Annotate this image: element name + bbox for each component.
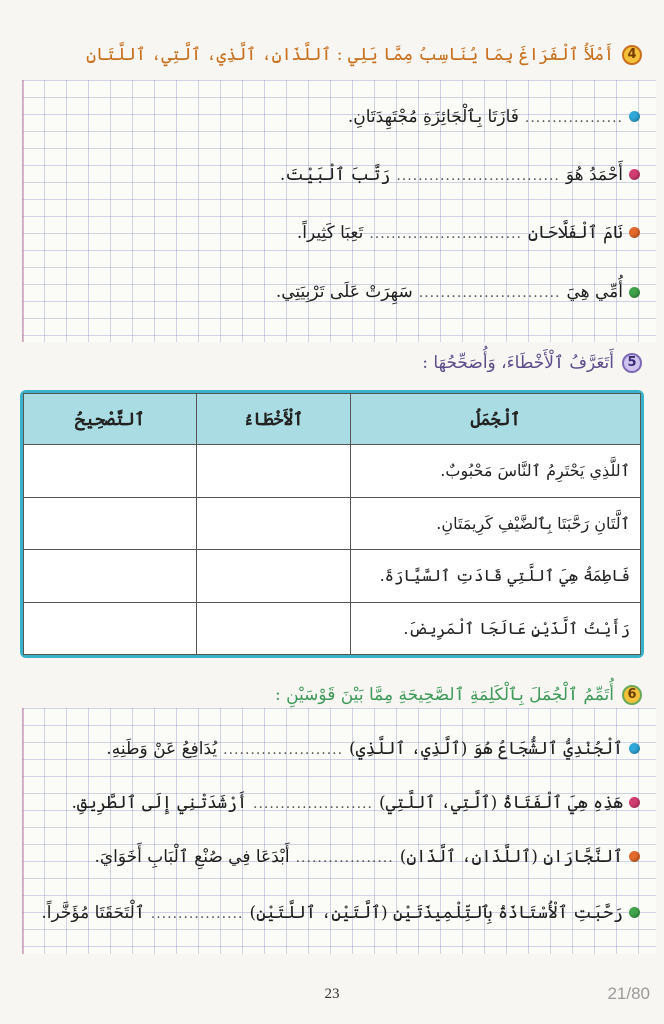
correction-cell[interactable] [24,445,197,498]
instruction-text: أَتَعَرَّفُ ٱلْأَخْطَاءَ، وَأُصَحِّحُهَا : [422,353,614,373]
exercise6-row-3 [94,846,640,867]
correction-cell[interactable] [24,602,197,655]
exercise6-row-2 [71,792,640,813]
sentence-end: ٱلْتَحَقَتَا مُؤَخَّراً. [41,903,145,923]
corrections-table [20,390,644,658]
page-number: 23 [324,986,340,1002]
blank-line[interactable]: ................. [150,906,244,922]
page-counter: 21/80 [607,984,650,1003]
header-sentences: ٱلْجُمَلُ [351,394,641,445]
blank-line[interactable]: .................. [295,850,394,866]
sentence-end: أَبْدَعَا فِي صُنْعِ ٱلْبَابِ أَخَوَايَ. [94,847,290,867]
sentence-end: أَرْشَدَتْنِي إِلَى ٱلطَّرِيقِ. [71,793,248,813]
sentence-start: أُمِّي هِيَ [566,282,623,302]
grid-margin-line [22,708,24,954]
sentence-start: رَحَّبَتِ ٱلْأُسْتَاذَةُ بِٱلتِّلْمِيذَتَيْنِ (ٱلَّتَيْنِ، ٱللَّتَيْنِ) [249,903,623,923]
sentence-end: يُدَافِعُ عَنْ وَطَنِهِ. [106,739,218,759]
sentence-end: رَتَّبَ ٱلْبَيْتَ. [279,165,391,185]
blank-line[interactable]: .......................... [418,285,561,301]
exercise4-row-2 [280,164,640,185]
exercise-number-badge: 5 [622,353,642,373]
sentence-end: سَهِرَتْ عَلَى تَرْبِيَتِي. [275,282,413,302]
table-row [24,497,641,550]
exercise-number-badge: 6 [622,685,642,705]
bullet-dot-icon [629,851,640,862]
sentence-start: هَذِهِ هِيَ ٱلْفَتَاةُ (ٱلَّتِي، ٱللَّتِي) [378,793,623,813]
bullet-dot-icon [629,907,640,918]
sentence-cell: ٱللَّذِي يَحْتَرِمُ ٱلنَّاسَ مَحْبُوبٌ. [351,445,641,498]
bullet-dot-icon [629,111,640,122]
exercise6-instruction [275,684,642,705]
sentence-end: تَعِبَا كَثِيراً. [296,223,364,243]
exercise6-row-4 [41,902,640,923]
correction-cell[interactable] [24,497,197,550]
instruction-text: أَمْلَأُ ٱلْفَرَاغَ بِمَا يُنَاسِبُ مِمَّا يَلِي : ٱللَّذَانِ، ٱلَّذِي، ٱلَّتِي، ٱللَّتَانِ [86,45,614,65]
exercise4-instruction [86,44,642,65]
sentence-start: أَحْمَدُ هُوَ [565,165,623,185]
bullet-dot-icon [629,743,640,754]
header-correction: ٱلتَّصْحِيحُ [24,394,197,445]
mistakes-cell[interactable] [196,602,350,655]
exercise4-row-3 [297,222,640,243]
sentence-start: ٱلْجُنْدِيُّ ٱلشُّجَاعُ هُوَ (ٱلَّذِي، ٱللَّذِي) [349,739,623,759]
sentence-cell: رَأَيْتُ ٱلَّذَيْنِ عَالَجَا ٱلْمَرِيضَ. [351,602,641,655]
exercise6-row-1 [106,738,640,759]
exercise4-row-4 [276,282,640,302]
sentence-start: نَامَ ٱلْفَلَّاحَانِ [527,223,623,243]
bullet-dot-icon [629,287,640,298]
exercise4-row-1 [348,106,640,127]
mistakes-cell[interactable] [196,497,350,550]
blank-line[interactable]: ...................... [253,796,373,812]
sentence-end: فَازَتَا بِٱلْجَائِزَةِ مُجْتَهِدَتَانِ. [347,107,519,127]
instruction-text: أُتَمِّمُ ٱلْجُمَلَ بِٱلْكَلِمَةِ ٱلصَّحِيحَةِ مِمَّا بَيْنَ قَوْسَيْنِ : [274,685,614,705]
blank-line[interactable]: ...................... [223,742,344,758]
table-row [24,550,641,603]
blank-line[interactable]: ............................ [369,226,522,242]
mistakes-cell[interactable] [196,445,350,498]
exercise5-instruction [422,352,642,373]
bullet-dot-icon [629,169,640,180]
table-row [24,445,641,498]
sentence-start: ٱلنَّجَّارَانِ (ٱللَّذَانِ، ٱلَّذَانِ) [399,847,623,867]
bullet-dot-icon [629,797,640,808]
header-mistakes: ٱلْأَخْطَاءُ [196,394,350,445]
bullet-dot-icon [629,227,640,238]
correction-cell[interactable] [24,550,197,603]
table-row [24,602,641,655]
grid-margin-line [22,80,24,342]
mistakes-cell[interactable] [196,550,350,603]
sentence-cell: فَاطِمَةُ هِيَ ٱللَّتِي قَادَتِ ٱلسَّيَّارَةَ. [351,550,641,603]
blank-line[interactable]: .............................. [396,168,560,184]
sentence-cell: ٱلَّتَانِ رَحَّبَتَا بِٱلضَّيْفِ كَرِيمَتَانِ. [351,497,641,550]
exercise-number-badge: 4 [622,45,642,65]
blank-line[interactable]: .................. [524,110,623,126]
